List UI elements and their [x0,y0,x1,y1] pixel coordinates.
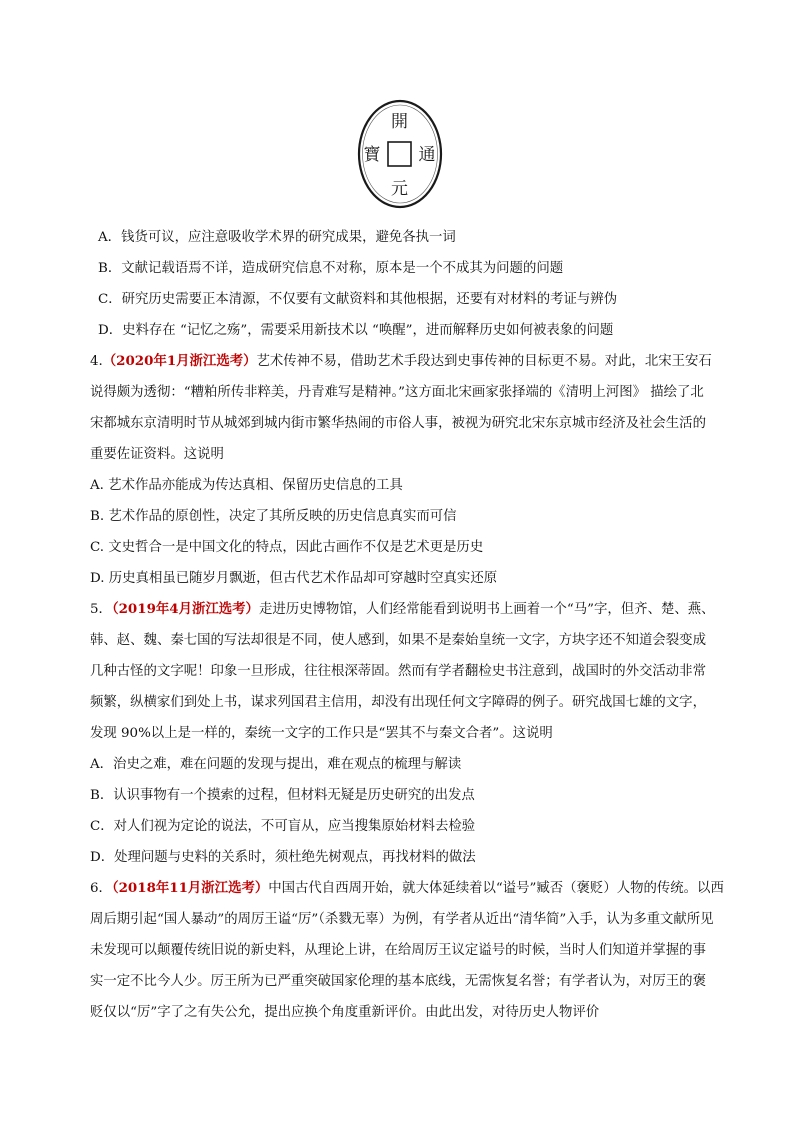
q4-stem-line-2: 说得颇为透彻：“糟粕所传非粹美，丹青难写是精神。”这方面北宋画家张择端的《清明上河图》 描绘了北 [90,385,704,400]
coin-square-hole [388,142,411,166]
q6-source: （2018年11月浙江选考） [111,880,269,896]
coin-char-top: 開 [391,112,408,132]
q4-stem-text-1: 艺术传神不易，借助艺术手段达到史事传神的目标更不易。对此，北宋王安石 [256,354,712,369]
q6-stem-line-3: 未发现可以颠覆传统旧说的新史料，从理论上讲，在给周厉王议定谥号的时候，当时人们知道并掌握的事 [90,943,706,958]
q4-option-a: A. 艺术作品亦能成为传达真相、保留历史信息的工具 [90,478,403,493]
question-5 [90,594,720,873]
q6-stem-line-2: 周后期引起“国人暴动”的周厉王谥“厉”（杀戮无辜）为例，有学者从近出“清华简”入手，认为多重文献所见 [90,912,714,927]
q4-stem-line-4: 重要佐证资料。这说明 [90,447,224,462]
q5-number: 5． [90,602,112,617]
q5-stem-line-4: 频繁，纵横家们到处上书，谋求列国君主信用，却没有出现任何文字障碍的例子。研究战国七雄的文字， [90,695,706,710]
q6-stem-line-1 [90,873,724,904]
question-3-options [90,222,720,346]
coin-char-right: 通 [418,145,436,165]
q6-stem-text-1: 中国古代自西周开始，就大体延续着以“谥号”臧否（褒贬）人物的传统。以西 [268,881,724,896]
q5-option-a: A．治史之难，难在问题的发现与提出，难在观点的梳理与解读 [90,757,462,772]
q4-stem-line-1 [90,346,720,377]
q5-stem-line-3: 几种古怪的文字呢！印象一旦形成，往往根深蒂固。然而有学者翻检史书注意到，战国时的外交活动非常 [90,664,706,679]
q5-stem-line-5: 发现 90%以上是一样的，秦统一文字的工作只是“罢其不与秦文合者”。这说明 [90,726,553,741]
q4-source: （2020年1月浙江选考） [102,353,257,369]
q6-stem-line-5: 贬仅以“厉”字了之有失公允，提出应换个角度重新评价。由此出发，对待历史人物评价 [90,1005,600,1020]
q5-option-d: D．处理问题与史料的关系时，须杜绝先树观点，再找材料的做法 [90,850,476,865]
q4-stem-line-3: 宋都城东京清明时节从城郊到城内街市繁华热闹的市俗人事，被视为研究北宋东京城市经济及社会生活的 [90,416,706,431]
coin-char-left: 寶 [363,145,381,165]
q3-option-a: A．钱货可议，应注意吸收学术界的研究成果，避免各执一词 [98,230,456,245]
q5-stem-line-1 [90,594,720,625]
q5-stem-text-1: 走进历史博物馆，人们经常能看到说明书上画着一个“马”字，但齐、楚、燕、 [258,602,715,617]
kaiyuan-coin-illustration [355,98,445,210]
q6-number: 6． [90,881,112,896]
q5-stem-line-2: 韩、赵、魏、秦七国的写法却很是不同，使人感到，如果不是秦始皇统一文字，方块字还不知道会裂变成 [90,633,706,648]
question-4 [90,346,720,594]
q5-option-c: C．对人们视为定论的说法，不可盲从，应当搜集原始材料去检验 [90,819,476,834]
q4-option-b: B. 艺术作品的原创性，决定了其所反映的历史信息真实而可信 [90,509,457,524]
coin-char-bottom: 元 [391,179,408,199]
q4-option-c: C. 文史哲合一是中国文化的特点，因此古画作不仅是艺术更是历史 [90,540,484,555]
q3-option-b: B．文献记载语焉不详，造成研究信息不对称，原本是一个不成其为问题的问题 [98,261,564,276]
question-content [90,222,724,1028]
q5-option-b: B．认识事物有一个摸索的过程，但材料无疑是历史研究的出发点 [90,788,475,803]
q4-option-d: D. 历史真相虽已随岁月飘逝，但古代艺术作品却可穿越时空真实还原 [90,571,498,586]
q4-number: 4. [90,354,103,369]
question-6 [90,873,724,1028]
q6-stem-line-4: 实一定不比今人少。厉王所为已严重突破国家伦理的基本底线，无需恢复名誉；有学者认为，对厉王的褒 [90,974,706,989]
q3-option-d: D．史料存在 “记忆之殇”，需要采用新技术以 “唤醒”，进而解释历史如何被表象的问题 [98,323,614,338]
q3-option-c: C．研究历史需要正本清源，不仅要有文献资料和其他根据，还要有对材料的考证与辨伪 [98,292,618,307]
q5-source: （2019年4月浙江选考） [111,601,259,617]
